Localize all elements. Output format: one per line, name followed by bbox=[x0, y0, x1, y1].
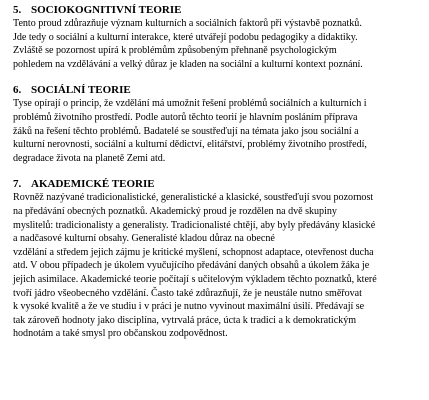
section-sociokognitivni bbox=[13, 3, 427, 71]
section-heading bbox=[13, 3, 427, 17]
paragraph-line: žáků na řešení těchto problémů. Badatelé se soustřeďují na témata jako jsou sociální a bbox=[13, 125, 359, 137]
section-number: 6. bbox=[13, 84, 22, 97]
paragraph-line: jejich asimilace. Akademické teorie počítají s učitelovým výkladem těchto poznatků, které bbox=[13, 273, 377, 285]
paragraph-line: a nadčasové kulturní obsahy. Generalisté kladou důraz na obecné bbox=[13, 233, 275, 245]
paragraph-line: hodnotám a také smysl pro občanskou zodpovědnost. bbox=[13, 328, 228, 340]
section-socialni bbox=[13, 83, 427, 165]
paragraph-line: tak zároveň hodnoty jako disciplína, vytrvalá práce, úcta k tradici a k demokratickým bbox=[13, 314, 357, 326]
paragraph-line: tvoří jádro všeobecného vzdělání. Často také zdůrazňují, že je neustále nutno směřovat bbox=[13, 287, 362, 299]
paragraph-line: pohledem na vzdělávání a velký důraz je kladen na sociální a kulturní kontext poznání. bbox=[13, 58, 363, 70]
section-number: 5. bbox=[13, 4, 22, 16]
section-title: AKADEMICKÉ TEORIE bbox=[31, 178, 155, 191]
paragraph-line: myslitelů: tradicionalisty a generalisty. Tradicionalisté chtějí, aby byly předávány klasické bbox=[13, 219, 376, 231]
paragraph-line: Tento proud zdůrazňuje význam kulturních a sociálních faktorů při výstavbě poznatků. bbox=[13, 18, 362, 29]
paragraph-line: problémů životního prostředí. Podle autorů těchto teorií je hlavním posláním příprava bbox=[13, 111, 358, 123]
paragraph-line: Rovněž nazývané tradicionalistické, generalistické a klasické, soustřeďují svou pozornost bbox=[13, 192, 374, 204]
paragraph-line: Tyse opírají o princip, že vzdělání má umožnit řešení problémů sociálních a kulturních i bbox=[13, 98, 367, 110]
document-page bbox=[13, 3, 427, 352]
paragraph-line: na předávání obecných poznatků. Akademický proud je rozdělen na dvě skupiny bbox=[13, 205, 337, 217]
paragraph-line: vzdělání a středem jejich zájmu je kritické myšlení, schopnost adaptace, otevřenost ducha bbox=[13, 246, 374, 258]
section-akademicke bbox=[13, 177, 427, 341]
section-number: 7. bbox=[13, 178, 22, 191]
paragraph-line: kulturní nerovnosti, sociální a kulturní dědictví, elitářství, problémy životního prostředí, bbox=[13, 139, 367, 151]
section-title: SOCIOKOGNITIVNÍ TEORIE bbox=[31, 4, 182, 16]
paragraph-line: Jde tedy o sociální a kulturní interakce, které utvářejí podobu pedagogiky a didaktiky. bbox=[13, 31, 358, 43]
section-heading bbox=[13, 83, 427, 97]
paragraph-line: degradace života na planetě Zemi atd. bbox=[13, 152, 166, 164]
section-heading bbox=[13, 177, 427, 191]
section-title: SOCIÁLNÍ TEORIE bbox=[31, 84, 131, 97]
paragraph-line: Zvláště se pozornost upírá k problémům způsobeným přehnaně psychologickým bbox=[13, 45, 337, 57]
paragraph-line: atd. V obou případech je úkolem vyučujícího předávání daných obsahů a úkolem žáka je bbox=[13, 260, 370, 272]
paragraph-line: k vysoké kvalitě a že ve studiu i v práci je nutno vyvinout maximální úsilí. Předávají se bbox=[13, 301, 365, 313]
